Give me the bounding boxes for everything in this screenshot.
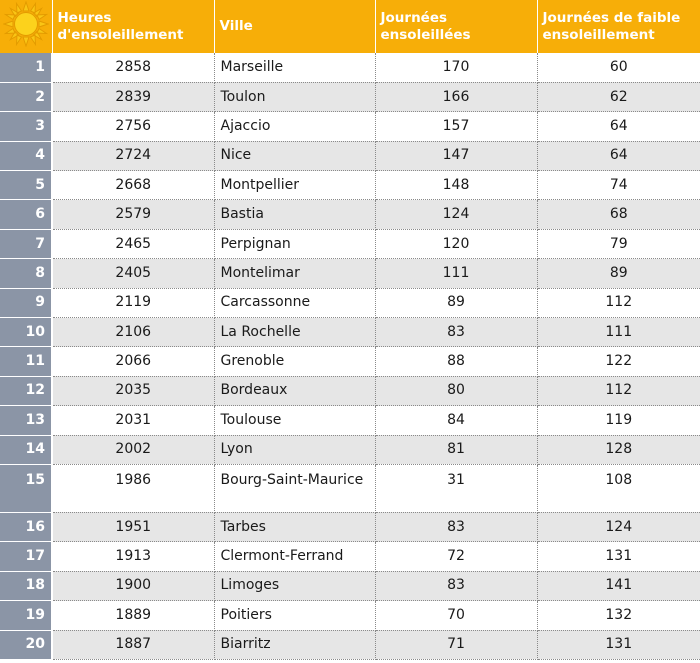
table-row xyxy=(0,259,700,288)
rank-cell: 16 xyxy=(0,512,52,541)
sunny-days-cell: 111 xyxy=(375,259,537,288)
column-header-low-sun-days: Journées de faible ensoleillement xyxy=(537,0,700,53)
table-row xyxy=(0,542,700,571)
low-sun-days-cell: 122 xyxy=(537,347,700,376)
column-header-city: Ville xyxy=(214,0,375,53)
hours-cell: 2035 xyxy=(52,376,214,405)
sunny-days-cell: 83 xyxy=(375,571,537,600)
sunny-days-cell: 170 xyxy=(375,53,537,82)
rank-cell: 18 xyxy=(0,571,52,600)
hours-cell: 1900 xyxy=(52,571,214,600)
low-sun-days-cell: 112 xyxy=(537,288,700,317)
rank-cell: 12 xyxy=(0,376,52,405)
hours-cell: 2668 xyxy=(52,171,214,200)
hours-cell: 2756 xyxy=(52,112,214,141)
low-sun-days-cell: 141 xyxy=(537,571,700,600)
table-row xyxy=(0,200,700,229)
table-row xyxy=(0,82,700,111)
low-sun-days-cell: 128 xyxy=(537,435,700,464)
hours-cell: 2839 xyxy=(52,82,214,111)
city-cell: Carcassonne xyxy=(214,288,375,317)
table-row xyxy=(0,171,700,200)
city-cell: Bordeaux xyxy=(214,376,375,405)
sunny-days-cell: 71 xyxy=(375,630,537,659)
city-cell: Toulouse xyxy=(214,406,375,435)
hours-cell: 1951 xyxy=(52,512,214,541)
city-cell: Clermont-Ferrand xyxy=(214,542,375,571)
rank-cell: 9 xyxy=(0,288,52,317)
city-cell: Bastia xyxy=(214,200,375,229)
low-sun-days-cell: 64 xyxy=(537,112,700,141)
table-row xyxy=(0,141,700,170)
city-cell: Toulon xyxy=(214,82,375,111)
sunny-days-cell: 81 xyxy=(375,435,537,464)
sunny-days-cell: 157 xyxy=(375,112,537,141)
city-cell: Perpignan xyxy=(214,229,375,258)
low-sun-days-cell: 79 xyxy=(537,229,700,258)
table-row xyxy=(0,464,700,512)
hours-cell: 2031 xyxy=(52,406,214,435)
sunny-days-cell: 166 xyxy=(375,82,537,111)
rank-cell: 6 xyxy=(0,200,52,229)
sunny-days-cell: 147 xyxy=(375,141,537,170)
table-row xyxy=(0,512,700,541)
hours-cell: 2405 xyxy=(52,259,214,288)
city-cell: La Rochelle xyxy=(214,318,375,347)
hours-cell: 2106 xyxy=(52,318,214,347)
table-row xyxy=(0,318,700,347)
table-row xyxy=(0,601,700,630)
sunny-days-cell: 83 xyxy=(375,512,537,541)
rank-cell: 17 xyxy=(0,542,52,571)
sunny-days-cell: 124 xyxy=(375,200,537,229)
hours-cell: 2858 xyxy=(52,53,214,82)
city-cell: Marseille xyxy=(214,53,375,82)
table-body xyxy=(0,53,700,659)
rank-cell: 5 xyxy=(0,171,52,200)
low-sun-days-cell: 60 xyxy=(537,53,700,82)
rank-cell: 11 xyxy=(0,347,52,376)
sunny-days-cell: 70 xyxy=(375,601,537,630)
low-sun-days-cell: 131 xyxy=(537,630,700,659)
table-header-row xyxy=(0,0,700,53)
city-cell: Grenoble xyxy=(214,347,375,376)
table-row xyxy=(0,112,700,141)
rank-cell: 1 xyxy=(0,53,52,82)
hours-cell: 1889 xyxy=(52,601,214,630)
low-sun-days-cell: 62 xyxy=(537,82,700,111)
sunny-days-cell: 120 xyxy=(375,229,537,258)
rank-cell: 3 xyxy=(0,112,52,141)
city-cell: Lyon xyxy=(214,435,375,464)
sunny-days-cell: 31 xyxy=(375,464,537,512)
hours-cell: 2724 xyxy=(52,141,214,170)
low-sun-days-cell: 89 xyxy=(537,259,700,288)
low-sun-days-cell: 68 xyxy=(537,200,700,229)
table-row xyxy=(0,288,700,317)
low-sun-days-cell: 108 xyxy=(537,464,700,512)
table-row xyxy=(0,571,700,600)
low-sun-days-cell: 119 xyxy=(537,406,700,435)
table-row xyxy=(0,347,700,376)
rank-cell: 20 xyxy=(0,630,52,659)
hours-cell: 2465 xyxy=(52,229,214,258)
low-sun-days-cell: 131 xyxy=(537,542,700,571)
hours-cell: 2066 xyxy=(52,347,214,376)
rank-cell: 2 xyxy=(0,82,52,111)
rank-cell: 4 xyxy=(0,141,52,170)
low-sun-days-cell: 132 xyxy=(537,601,700,630)
city-cell: Limoges xyxy=(214,571,375,600)
hours-cell: 1887 xyxy=(52,630,214,659)
city-cell: Nice xyxy=(214,141,375,170)
low-sun-days-cell: 124 xyxy=(537,512,700,541)
city-cell: Biarritz xyxy=(214,630,375,659)
hours-cell: 2002 xyxy=(52,435,214,464)
column-header-hours: Heures d'ensoleillement xyxy=(52,0,214,53)
table-row xyxy=(0,406,700,435)
sunny-days-cell: 83 xyxy=(375,318,537,347)
hours-cell: 1913 xyxy=(52,542,214,571)
sun-icon xyxy=(3,1,49,47)
sunny-days-cell: 88 xyxy=(375,347,537,376)
sunny-days-cell: 84 xyxy=(375,406,537,435)
table-row xyxy=(0,376,700,405)
city-cell: Tarbes xyxy=(214,512,375,541)
hours-cell: 2579 xyxy=(52,200,214,229)
table-row xyxy=(0,435,700,464)
city-cell: Ajaccio xyxy=(214,112,375,141)
sunny-days-cell: 89 xyxy=(375,288,537,317)
sunny-days-cell: 72 xyxy=(375,542,537,571)
sunny-days-cell: 148 xyxy=(375,171,537,200)
rank-cell: 8 xyxy=(0,259,52,288)
low-sun-days-cell: 112 xyxy=(537,376,700,405)
city-cell: Poitiers xyxy=(214,601,375,630)
rank-cell: 7 xyxy=(0,229,52,258)
low-sun-days-cell: 111 xyxy=(537,318,700,347)
column-header-sunny-days: Journées ensoleillées xyxy=(375,0,537,53)
city-cell: Montelimar xyxy=(214,259,375,288)
table-row xyxy=(0,630,700,659)
rank-cell: 15 xyxy=(0,464,52,512)
rank-cell: 13 xyxy=(0,406,52,435)
low-sun-days-cell: 64 xyxy=(537,141,700,170)
table-row xyxy=(0,229,700,258)
hours-cell: 2119 xyxy=(52,288,214,317)
rank-cell: 14 xyxy=(0,435,52,464)
city-cell: Montpellier xyxy=(214,171,375,200)
low-sun-days-cell: 74 xyxy=(537,171,700,200)
hours-cell: 1986 xyxy=(52,464,214,512)
table-row xyxy=(0,53,700,82)
sunny-days-cell: 80 xyxy=(375,376,537,405)
sun-icon-cell xyxy=(0,0,52,53)
rank-cell: 10 xyxy=(0,318,52,347)
rank-cell: 19 xyxy=(0,601,52,630)
city-cell: Bourg-Saint-Maurice xyxy=(214,464,375,512)
